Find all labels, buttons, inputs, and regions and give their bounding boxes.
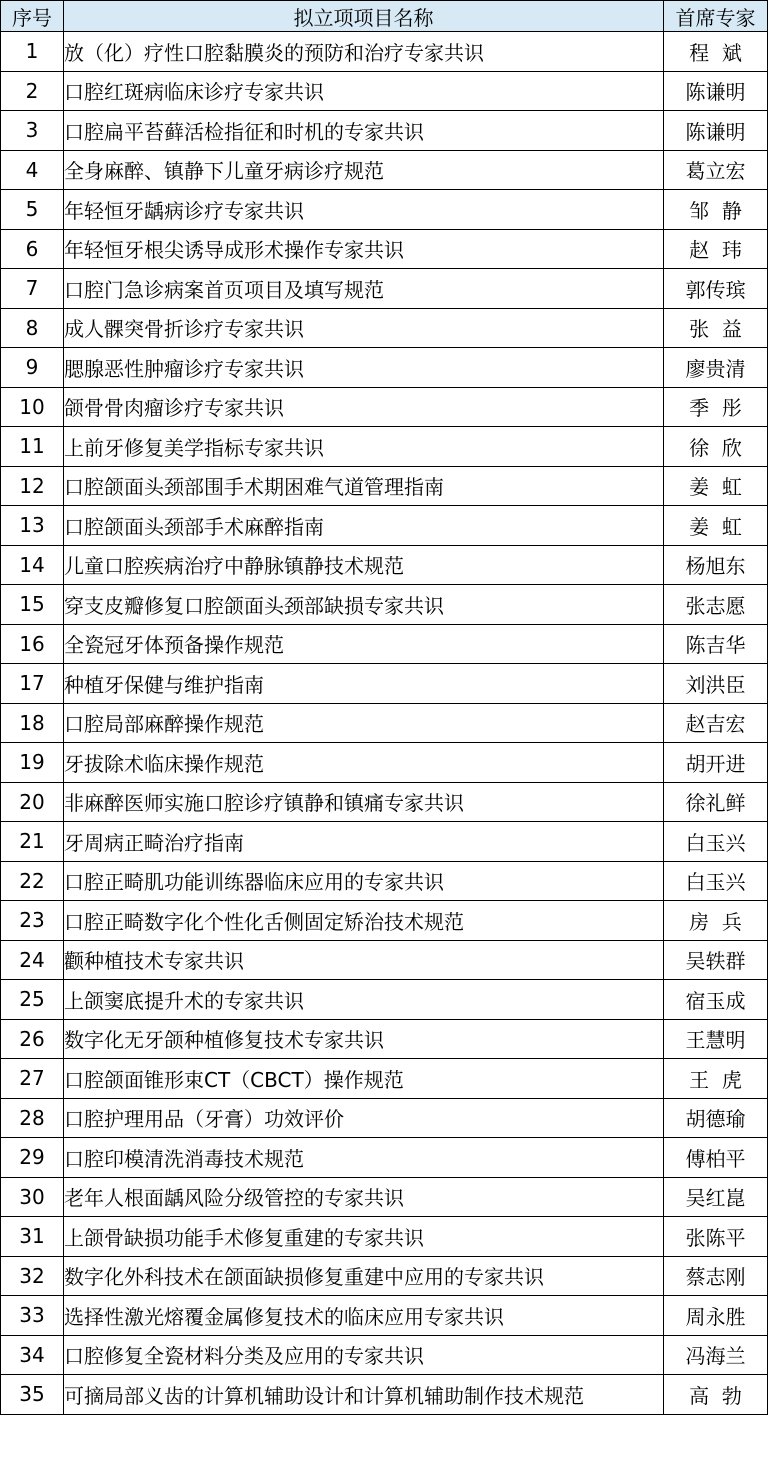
row-project-name: 腮腺恶性肿瘤诊疗专家共识: [64, 348, 664, 388]
table-row: [1, 32, 768, 72]
row-index: 22: [1, 861, 64, 901]
row-index: 18: [1, 703, 64, 743]
row-chief-expert: 陈谦明: [664, 71, 768, 111]
row-project-name: 全身麻醉、镇静下儿童牙病诊疗规范: [64, 150, 664, 190]
table-row: [1, 466, 768, 506]
row-project-name: 牙周病正畸治疗指南: [64, 822, 664, 862]
table-row: [1, 71, 768, 111]
table-row: [1, 1098, 768, 1138]
row-index: 13: [1, 506, 64, 546]
table-row: [1, 624, 768, 664]
table-row: [1, 190, 768, 230]
row-index: 14: [1, 545, 64, 585]
row-index: 32: [1, 1256, 64, 1296]
table-row: [1, 940, 768, 980]
table-row: [1, 111, 768, 151]
row-project-name: 口腔颌面头颈部手术麻醉指南: [64, 506, 664, 546]
row-index: 6: [1, 229, 64, 269]
row-index: 15: [1, 585, 64, 625]
row-project-name: 年轻恒牙龋病诊疗专家共识: [64, 190, 664, 230]
table-row: [1, 1256, 768, 1296]
table-row: [1, 1335, 768, 1375]
row-index: 12: [1, 466, 64, 506]
table-row: [1, 901, 768, 941]
row-index: 8: [1, 308, 64, 348]
row-chief-expert: 郭传瑸: [664, 269, 768, 309]
table-row: [1, 585, 768, 625]
row-index: 17: [1, 664, 64, 704]
row-chief-expert: 赵 玮: [664, 229, 768, 269]
row-chief-expert: 蔡志刚: [664, 1256, 768, 1296]
row-index: 35: [1, 1375, 64, 1415]
row-project-name: 全瓷冠牙体预备操作规范: [64, 624, 664, 664]
row-chief-expert: 宿玉成: [664, 980, 768, 1020]
row-chief-expert: 张 益: [664, 308, 768, 348]
row-project-name: 口腔护理用品（牙膏）功效评价: [64, 1098, 664, 1138]
row-index: 20: [1, 782, 64, 822]
row-index: 2: [1, 71, 64, 111]
table-row: [1, 308, 768, 348]
row-index: 19: [1, 743, 64, 783]
row-project-name: 口腔印模清洗消毒技术规范: [64, 1138, 664, 1178]
row-project-name: 上前牙修复美学指标专家共识: [64, 427, 664, 467]
row-chief-expert: 房 兵: [664, 901, 768, 941]
row-project-name: 儿童口腔疾病治疗中静脉镇静技术规范: [64, 545, 664, 585]
table-body: [1, 32, 768, 1415]
row-chief-expert: 王慧明: [664, 1019, 768, 1059]
row-index: 4: [1, 150, 64, 190]
table-row: [1, 269, 768, 309]
row-chief-expert: 姜 虹: [664, 506, 768, 546]
row-project-name: 年轻恒牙根尖诱导成形术操作专家共识: [64, 229, 664, 269]
row-project-name: 口腔扁平苔藓活检指征和时机的专家共识: [64, 111, 664, 151]
row-index: 10: [1, 387, 64, 427]
row-project-name: 口腔修复全瓷材料分类及应用的专家共识: [64, 1335, 664, 1375]
row-chief-expert: 高 勃: [664, 1375, 768, 1415]
table-row: [1, 664, 768, 704]
row-chief-expert: 季 彤: [664, 387, 768, 427]
row-chief-expert: 赵吉宏: [664, 703, 768, 743]
row-project-name: 数字化无牙颌种植修复技术专家共识: [64, 1019, 664, 1059]
table-row: [1, 743, 768, 783]
row-chief-expert: 陈吉华: [664, 624, 768, 664]
row-project-name: 口腔门急诊病案首页项目及填写规范: [64, 269, 664, 309]
row-index: 3: [1, 111, 64, 151]
row-chief-expert: 姜 虹: [664, 466, 768, 506]
row-chief-expert: 徐 欣: [664, 427, 768, 467]
row-index: 27: [1, 1059, 64, 1099]
row-index: 25: [1, 980, 64, 1020]
table-row: [1, 1138, 768, 1178]
row-project-name: 非麻醉医师实施口腔诊疗镇静和镇痛专家共识: [64, 782, 664, 822]
table-row: [1, 1177, 768, 1217]
row-chief-expert: 白玉兴: [664, 822, 768, 862]
table-row: [1, 1375, 768, 1415]
row-project-name: 口腔颌面头颈部围手术期困难气道管理指南: [64, 466, 664, 506]
row-chief-expert: 廖贵清: [664, 348, 768, 388]
row-index: 29: [1, 1138, 64, 1178]
row-chief-expert: 陈谦明: [664, 111, 768, 151]
table-row: [1, 861, 768, 901]
header-project-name: 拟立项项目名称: [64, 1, 664, 32]
row-index: 24: [1, 940, 64, 980]
row-chief-expert: 邹 静: [664, 190, 768, 230]
row-index: 26: [1, 1019, 64, 1059]
row-index: 5: [1, 190, 64, 230]
row-project-name: 成人髁突骨折诊疗专家共识: [64, 308, 664, 348]
row-project-name: 数字化外科技术在颌面缺损修复重建中应用的专家共识: [64, 1256, 664, 1296]
row-chief-expert: 冯海兰: [664, 1335, 768, 1375]
header-chief-expert: 首席专家: [664, 1, 768, 32]
row-project-name: 放（化）疗性口腔黏膜炎的预防和治疗专家共识: [64, 32, 664, 72]
row-project-name: 口腔正畸数字化个性化舌侧固定矫治技术规范: [64, 901, 664, 941]
row-chief-expert: 程 斌: [664, 32, 768, 72]
row-index: 21: [1, 822, 64, 862]
row-index: 1: [1, 32, 64, 72]
row-index: 33: [1, 1296, 64, 1336]
table-row: [1, 545, 768, 585]
row-index: 31: [1, 1217, 64, 1257]
row-index: 16: [1, 624, 64, 664]
row-chief-expert: 傅柏平: [664, 1138, 768, 1178]
table-row: [1, 980, 768, 1020]
table-header-row: [1, 1, 768, 32]
row-chief-expert: 吴轶群: [664, 940, 768, 980]
row-chief-expert: 王 虎: [664, 1059, 768, 1099]
row-project-name: 口腔红斑病临床诊疗专家共识: [64, 71, 664, 111]
row-project-name: 种植牙保健与维护指南: [64, 664, 664, 704]
row-chief-expert: 杨旭东: [664, 545, 768, 585]
table-row: [1, 387, 768, 427]
row-index: 28: [1, 1098, 64, 1138]
table-row: [1, 1019, 768, 1059]
row-chief-expert: 葛立宏: [664, 150, 768, 190]
header-index: 序号: [1, 1, 64, 32]
row-project-name: 选择性激光熔覆金属修复技术的临床应用专家共识: [64, 1296, 664, 1336]
row-index: 9: [1, 348, 64, 388]
row-project-name: 口腔正畸肌功能训练器临床应用的专家共识: [64, 861, 664, 901]
row-chief-expert: 胡德瑜: [664, 1098, 768, 1138]
row-chief-expert: 张陈平: [664, 1217, 768, 1257]
row-chief-expert: 刘洪臣: [664, 664, 768, 704]
row-project-name: 口腔颌面锥形束CT（CBCT）操作规范: [64, 1059, 664, 1099]
row-chief-expert: 吴红崑: [664, 1177, 768, 1217]
row-index: 34: [1, 1335, 64, 1375]
row-index: 23: [1, 901, 64, 941]
table-row: [1, 229, 768, 269]
table-row: [1, 1059, 768, 1099]
table-row: [1, 427, 768, 467]
row-project-name: 上颌骨缺损功能手术修复重建的专家共识: [64, 1217, 664, 1257]
row-index: 30: [1, 1177, 64, 1217]
row-project-name: 颧种植技术专家共识: [64, 940, 664, 980]
row-project-name: 上颌窦底提升术的专家共识: [64, 980, 664, 1020]
row-project-name: 颌骨骨肉瘤诊疗专家共识: [64, 387, 664, 427]
row-project-name: 可摘局部义齿的计算机辅助设计和计算机辅助制作技术规范: [64, 1375, 664, 1415]
row-project-name: 口腔局部麻醉操作规范: [64, 703, 664, 743]
table-row: [1, 150, 768, 190]
table-row: [1, 703, 768, 743]
row-chief-expert: 徐礼鲜: [664, 782, 768, 822]
table-row: [1, 506, 768, 546]
row-project-name: 牙拔除术临床操作规范: [64, 743, 664, 783]
row-index: 7: [1, 269, 64, 309]
row-chief-expert: 白玉兴: [664, 861, 768, 901]
table-row: [1, 1217, 768, 1257]
table-row: [1, 1296, 768, 1336]
table-row: [1, 782, 768, 822]
row-index: 11: [1, 427, 64, 467]
table-row: [1, 348, 768, 388]
row-project-name: 穿支皮瓣修复口腔颌面头颈部缺损专家共识: [64, 585, 664, 625]
row-project-name: 老年人根面龋风险分级管控的专家共识: [64, 1177, 664, 1217]
table-row: [1, 822, 768, 862]
row-chief-expert: 张志愿: [664, 585, 768, 625]
row-chief-expert: 胡开进: [664, 743, 768, 783]
row-chief-expert: 周永胜: [664, 1296, 768, 1336]
